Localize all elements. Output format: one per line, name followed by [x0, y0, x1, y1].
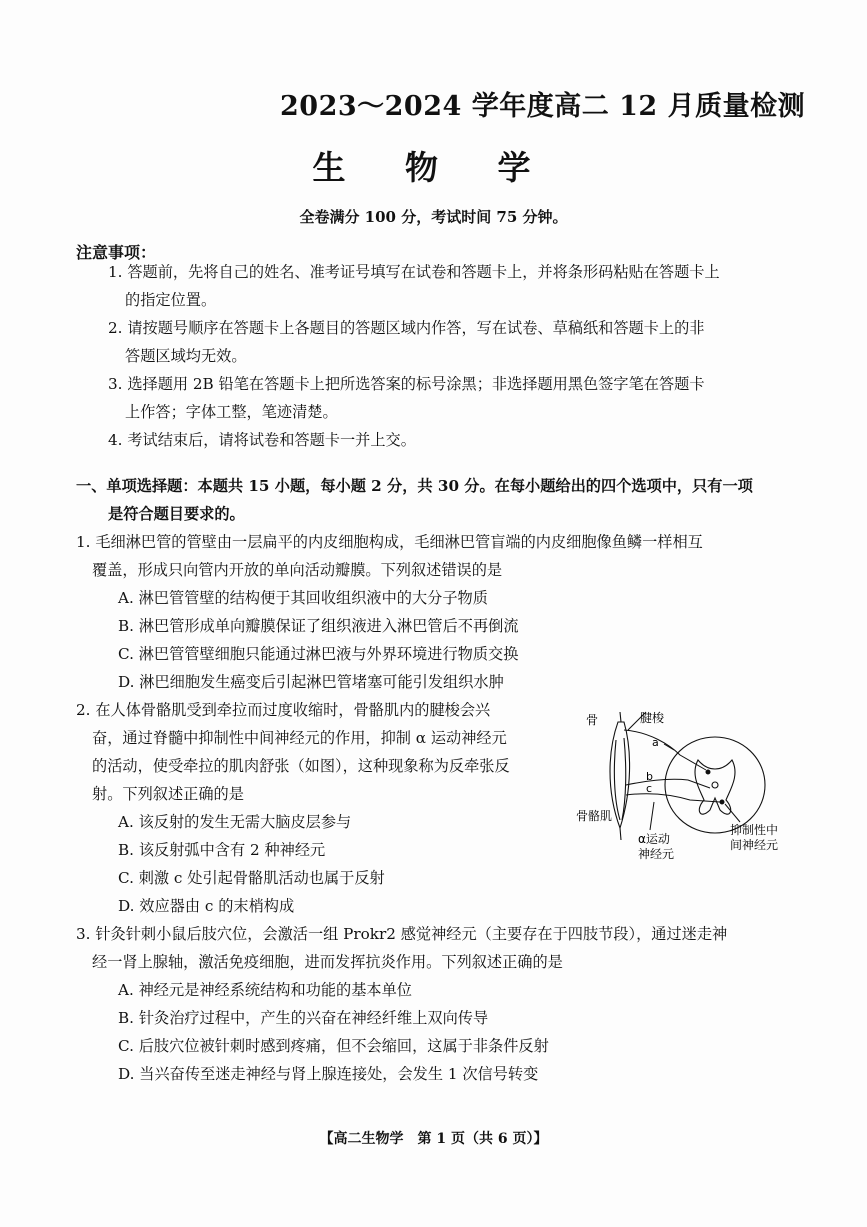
notes-heading: 注意事项：: [76, 243, 157, 262]
label-bone: 骨: [586, 713, 599, 727]
label-b: b: [646, 770, 653, 783]
label-alpha-motor-2: 神经元: [638, 847, 675, 861]
notes-line: 2. 请按题号顺序在答题卡上各题目的答题区域内作答，写在试卷、草稿纸和答题卡上的非: [108, 319, 705, 337]
label-tendon-spindle: 腱梭: [640, 711, 665, 725]
question-2-option-c: C. 刺激 c 处引起骨骼肌活动也属于反射: [118, 869, 385, 887]
question-2-stem: 2. 在人体骨骼肌受到牵拉而过度收缩时，骨骼肌内的腱梭会兴: [76, 701, 491, 719]
question-1-stem: 覆盖，形成只向管内开放的单向活动瓣膜。下列叙述错误的是: [92, 561, 503, 579]
reflex-arc-figure: [576, 710, 790, 861]
spinal-cord-shape: [665, 737, 765, 833]
notes-line: 3. 选择题用 2B 铅笔在答题卡上把所选答案的标号涂黑；非选择题用黑色签字笔在答题卡: [108, 375, 705, 393]
label-a: a: [652, 736, 659, 749]
question-3-stem: 经一肾上腺轴，激活免疫细胞，进而发挥抗炎作用。下列叙述正确的是: [92, 953, 563, 971]
question-2-stem: 奋，通过脊髓中抑制性中间神经元的作用，抑制 α 运动神经元: [92, 729, 507, 747]
exam-info: 全卷满分 100 分，考试时间 75 分钟。: [299, 208, 568, 226]
label-inhibitory-1: 抑制性中: [730, 823, 779, 837]
question-2-option-a: A. 该反射的发生无需大脑皮层参与: [118, 813, 352, 831]
skeletal-muscle-shape: [610, 712, 630, 840]
page-footer: 【高二生物学 第 1 页（共 6 页）】: [319, 1131, 548, 1147]
question-2-option-d: D. 效应器由 c 的末梢构成: [118, 897, 295, 915]
label-inhibitory-2: 间神经元: [730, 838, 779, 852]
question-3-option-c: C. 后肢穴位被针刺时感到疼痛，但不会缩回，这属于非条件反射: [118, 1037, 549, 1055]
section-heading-cont: 是符合题目要求的。: [108, 505, 245, 523]
label-alpha-motor-1: α运动: [638, 832, 670, 846]
notes-line: 的指定位置。: [125, 291, 217, 309]
question-2-stem: 的活动，使受牵拉的肌肉舒张（如图），这种现象称为反牵张反: [92, 757, 510, 775]
notes-line: 上作答；字体工整，笔迹清楚。: [125, 403, 338, 421]
question-3-option-d: D. 当兴奋传至迷走神经与肾上腺连接处，会发生 1 次信号转变: [118, 1065, 539, 1083]
question-2-option-b: B. 该反射弧中含有 2 种神经元: [118, 841, 326, 859]
question-1-option-d: D. 淋巴细胞发生癌变后引起淋巴管堵塞可能引发组织水肿: [118, 673, 504, 691]
exam-title: 2023～2024 学年度高二 12 月质量检测: [280, 91, 806, 122]
question-1-stem: 1. 毛细淋巴管的管壁由一层扁平的内皮细胞构成，毛细淋巴管盲端的内皮细胞像鱼鳞一样相互: [76, 533, 703, 551]
question-3-option-a: A. 神经元是神经系统结构和功能的基本单位: [118, 981, 412, 999]
question-1-option-b: B. 淋巴管形成单向瓣膜保证了组织液进入淋巴管后不再倒流: [118, 617, 519, 635]
notes-line: 答题区域均无效。: [125, 347, 247, 365]
subject-title: 生 物 学: [312, 148, 555, 187]
question-3-option-b: B. 针灸治疗过程中，产生的兴奋在神经纤维上双向传导: [118, 1009, 489, 1027]
label-skeletal-muscle: 骨骼肌: [576, 809, 613, 823]
question-2-stem: 射。下列叙述正确的是: [92, 785, 244, 803]
label-c: c: [646, 782, 653, 795]
question-3-stem: 3. 针灸针刺小鼠后肢穴位，会激活一组 Prokr2 感觉神经元（主要存在于四肢节段），通过迷走神: [76, 925, 728, 943]
question-1-option-c: C. 淋巴管管壁细胞只能通过淋巴液与外界环境进行物质交换: [118, 645, 519, 663]
question-1-option-a: A. 淋巴管管壁的结构便于其回收组织液中的大分子物质: [118, 589, 488, 607]
notes-line: 4. 考试结束后，请将试卷和答题卡一并上交。: [108, 431, 416, 449]
notes-line: 1. 答题前，先将自己的姓名、准考证号填写在试卷和答题卡上，并将条形码粘贴在答题卡上: [108, 263, 720, 281]
section-heading: 一、单项选择题：本题共 15 小题，每小题 2 分，共 30 分。在每小题给出的四个选项中，只有一项: [76, 477, 753, 495]
